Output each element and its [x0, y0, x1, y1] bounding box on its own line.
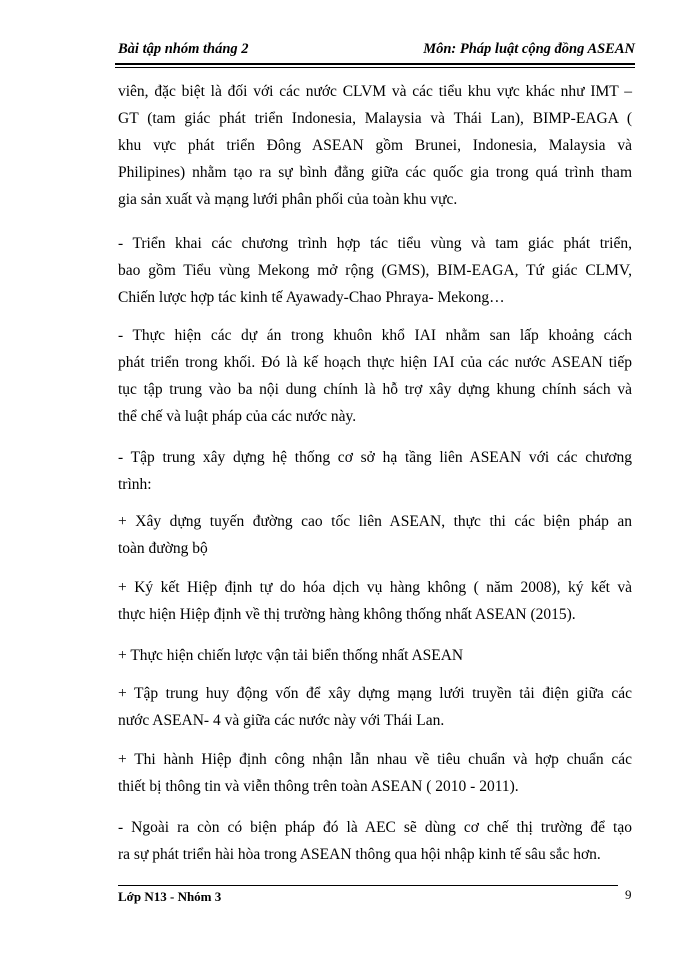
text-line: gia sản xuất và mạng lưới phân phối của toàn khu vực. — [118, 191, 458, 208]
text-line: trình: — [118, 476, 152, 493]
paragraph — [118, 230, 632, 311]
paragraph — [118, 746, 632, 800]
text-line: Philipines) nhằm tạo ra sự bình đẳng giữa các quốc gia trong quá trình tham — [118, 164, 632, 181]
text-line: + Tập trung huy động vốn để xây dựng mạng lưới truyền tải điện giữa các — [118, 685, 632, 702]
text-line: - Ngoài ra còn có biện pháp đó là AEC sẽ dùng cơ chế thị trường để tạo — [118, 819, 632, 836]
text-line: + Thực hiện chiến lược vận tải biển thống nhất ASEAN — [118, 647, 464, 664]
text-line: thiết bị thông tin và viễn thông trên toàn ASEAN ( 2010 - 2011). — [118, 778, 519, 795]
paragraph — [118, 322, 632, 430]
text-line: GT (tam giác phát triển Indonesia, Malaysia và Thái Lan), BIMP-EAGA ( — [118, 110, 632, 127]
text-line: khu vực phát triển Đông ASEAN gồm Brunei, Indonesia, Malaysia và — [118, 137, 632, 154]
text-line: ra sự phát triển hài hòa trong ASEAN thông qua hội nhập kinh tế sâu sắc hơn. — [118, 846, 601, 863]
text-line: + Ký kết Hiệp định tự do hóa dịch vụ hàng không ( năm 2008), ký kết và — [118, 579, 632, 596]
paragraph — [118, 78, 632, 213]
text-line: + Xây dựng tuyến đường cao tốc liên ASEAN, thực thi các biện pháp an — [118, 513, 632, 530]
header-assignment-title: Bài tập nhóm tháng 2 — [118, 41, 249, 57]
header-rule-thick — [115, 63, 635, 65]
paragraph — [118, 444, 632, 498]
text-line: viên, đặc biệt là đối với các nước CLVM và các tiểu khu vực khác như IMT – — [118, 83, 632, 100]
text-line: + Thi hành Hiệp định công nhận lẫn nhau về tiêu chuẩn và hợp chuẩn các — [118, 751, 632, 768]
header-rule-thin — [115, 67, 635, 68]
footer-class-group: Lớp N13 - Nhóm 3 — [118, 889, 222, 904]
text-line: - Triển khai các chương trình hợp tác tiểu vùng và tam giác phát triển, — [118, 235, 632, 252]
text-line: phát triển trong khối. Đó là kế hoạch thực hiện IAI của các nước ASEAN tiếp — [118, 354, 632, 371]
paragraph — [118, 508, 632, 562]
text-line: Chiến lược hợp tác kinh tế Ayawady-Chao Phraya- Mekong… — [118, 289, 505, 306]
paragraph — [118, 642, 632, 669]
page-header — [115, 41, 635, 61]
paragraph — [118, 814, 632, 868]
text-line: toàn đường bộ — [118, 540, 208, 557]
paragraph — [118, 574, 632, 628]
text-line: - Thực hiện các dự án trong khuôn khổ IAI nhằm san lấp khoảng cách — [118, 327, 632, 344]
text-line: bao gồm Tiểu vùng Mekong mở rộng (GMS), BIM-EAGA, Tứ giác CLMV, — [118, 262, 632, 279]
text-line: - Tập trung xây dựng hệ thống cơ sở hạ tầng liên ASEAN với các chương — [118, 449, 632, 466]
text-line: thể chế và luật pháp của các nước này. — [118, 408, 357, 425]
header-course-title: Môn: Pháp luật cộng đồng ASEAN — [423, 41, 635, 57]
paragraph — [118, 680, 632, 734]
text-line: thực hiện Hiệp định về thị trường hàng không thống nhất ASEAN (2015). — [118, 606, 576, 623]
page-number: 9 — [625, 887, 632, 902]
footer-rule — [118, 885, 618, 886]
text-line: tục tập trung vào ba nội dung chính là hỗ trợ xây dựng khung chính sách và — [118, 381, 632, 398]
text-line: nước ASEAN- 4 và giữa các nước này với Thái Lan. — [118, 712, 445, 729]
